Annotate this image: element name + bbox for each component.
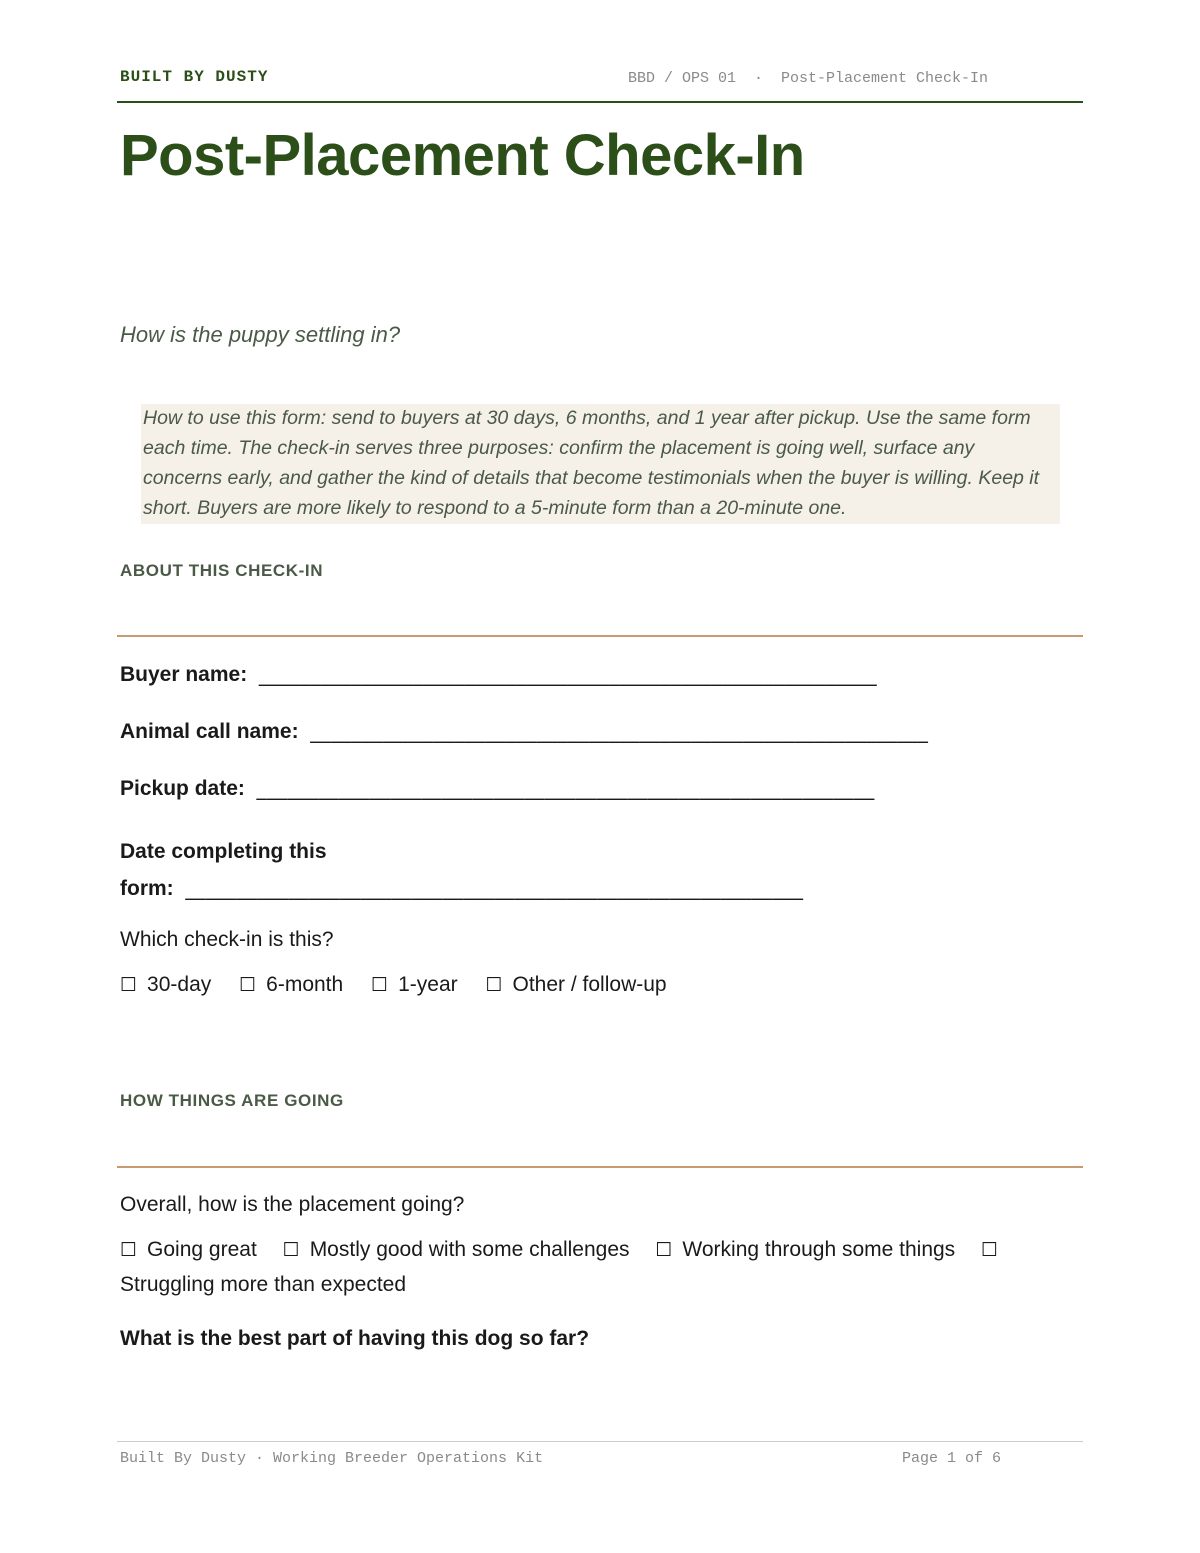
checkbox-icon[interactable]: ☐	[120, 974, 138, 996]
option-label: 1-year	[398, 973, 458, 996]
option-other[interactable]	[485, 973, 666, 997]
footer-text: Built By Dusty · Working Breeder Operations Kit	[120, 1450, 544, 1467]
field-label-continued: form:	[120, 877, 174, 900]
brand-name: BUILT BY DUSTY	[120, 68, 269, 86]
option-label: Mostly good with some challenges	[309, 1238, 630, 1261]
buyer-name-field[interactable]	[120, 662, 877, 687]
field-label: Pickup date:	[120, 777, 245, 800]
section-heading-about: ABOUT THIS CHECK-IN	[120, 561, 324, 580]
checkbox-icon[interactable]: ☐	[120, 1239, 138, 1261]
document-reference: BBD / OPS 01 · Post-Placement Check-In	[628, 70, 989, 87]
field-label: Date completing this	[120, 840, 327, 863]
page-title: Post-Placement Check-In	[120, 123, 805, 188]
option-label: 30-day	[147, 973, 212, 996]
option-going-great[interactable]	[120, 1238, 257, 1262]
option-label: 6-month	[266, 973, 344, 996]
checkbox-icon[interactable]: ☐	[282, 1239, 300, 1261]
fill-in-line[interactable]: ____________________________________________________________	[256, 776, 875, 800]
option-mostly-good[interactable]	[283, 1238, 630, 1262]
footer-divider	[117, 1441, 1083, 1442]
checkbox-icon[interactable]: ☐	[655, 1239, 673, 1261]
option-struggling[interactable]	[120, 1273, 406, 1297]
section-heading-how-going: HOW THINGS ARE GOING	[120, 1091, 344, 1110]
best-part-question: What is the best part of having this dog so far?	[120, 1327, 590, 1350]
option-label: Working through some things	[682, 1238, 956, 1261]
field-label: Buyer name:	[120, 663, 248, 686]
header-divider	[117, 101, 1083, 103]
date-completing-field[interactable]	[120, 833, 803, 907]
section-divider	[117, 1166, 1083, 1168]
fill-in-line[interactable]: ____________________________________________________________	[185, 876, 804, 900]
overall-question: Overall, how is the placement going?	[120, 1193, 465, 1216]
option-label: Other / follow-up	[512, 973, 667, 996]
option-1-year[interactable]	[371, 973, 458, 997]
overall-options-row	[120, 1238, 1008, 1262]
option-label: Going great	[147, 1238, 257, 1261]
option-label: Struggling more than expected	[120, 1273, 407, 1296]
option-6-month[interactable]	[239, 973, 343, 997]
checkbox-icon[interactable]: ☐	[485, 974, 503, 996]
section-divider	[117, 635, 1083, 637]
checkin-type-options	[120, 973, 689, 997]
animal-call-name-field[interactable]	[120, 719, 928, 744]
checkbox-icon[interactable]: ☐	[371, 974, 389, 996]
checkbox-icon[interactable]: ☐	[239, 974, 257, 996]
page-subtitle: How is the puppy settling in?	[120, 322, 401, 347]
option-working-through[interactable]	[655, 1238, 955, 1262]
page-number: Page 1 of 6	[902, 1450, 1002, 1467]
instructions-text: How to use this form: send to buyers at 30 days, 6 months, and 1 year after pickup. Use the same form each time. The check-in serves three purposes: confirm the placement is going well, surface any concerns early, and gather the kind of details that become testimonials when the buyer is willing. Keep it short. Buyers are more likely to respond to a 5-minute form than a 20-minute one.	[143, 407, 1040, 519]
fill-in-line[interactable]: ____________________________________________________________	[258, 662, 877, 686]
pickup-date-field[interactable]	[120, 776, 875, 801]
checkbox-icon[interactable]: ☐	[981, 1239, 999, 1261]
field-label: Animal call name:	[120, 720, 299, 743]
fill-in-line[interactable]: ____________________________________________________________	[310, 719, 929, 743]
checkin-type-question: Which check-in is this?	[120, 928, 334, 951]
option-30-day[interactable]	[120, 973, 211, 997]
